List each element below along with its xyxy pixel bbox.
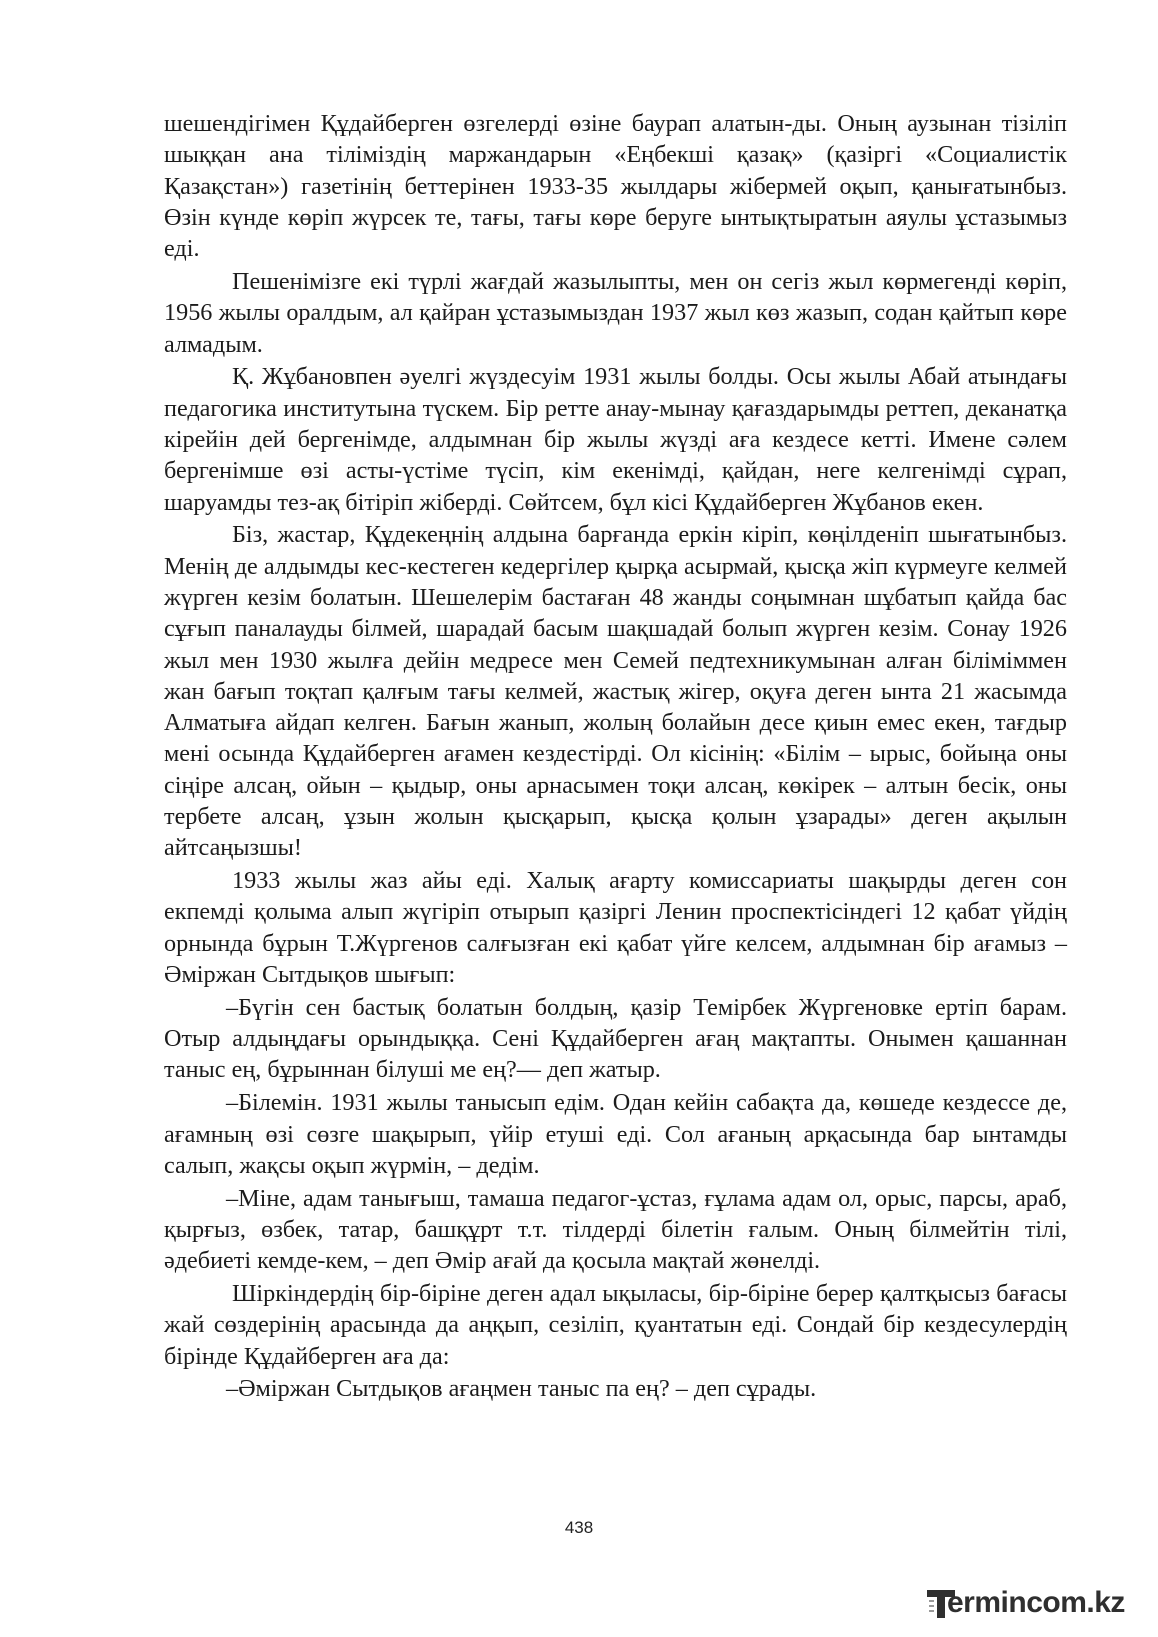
watermark-text: ermincom.kz: [947, 1586, 1125, 1619]
paragraph: Қ. Жұбановпен әуелгі жүздесуім 1931 жылы болды. Осы жылы Абай атындағы педагогика институтына түскем. Бір ретте анау-мынау қағаздарымды реттеп, деканатқа кірейін дей бергенімде, алдымнан бір жылы жүзді аға кездесе кетті. Имене сәлем бергенімше өзі асты-үстіме түсіп, кім екенімді, қайдан, неге келгенімді сұрап, шаруамды тез-ақ бітіріп жіберді. Сөйтсем, бұл кісі Құдайберген Жұбанов екен.: [164, 363, 1067, 516]
paragraph: Пешенімізге екі түрлі жағдай жазылыпты, мен он сегіз жыл көрмегенді көріп, 1956 жылы оралдым, ал қайран ұстазымыздан 1937 жыл көз жазып, содан қайтып көре алмадым.: [164, 267, 1067, 358]
paragraph: –Міне, адам танығыш, тамаша педагог-ұстаз, ғұлама адам ол, орыс, парсы, араб, қырғыз, өзбек, татар, башқұрт т.т. тілдерді білетін ғалым. Оның білмейтін тілі, әдебиеті кемде-кем, – деп Әмір ағай да қосыла мақтай жөнелді.: [164, 1184, 1067, 1275]
paragraph: –Бүгін сен бастық болатын болдың, қазір Темірбек Жүргеновке ертіп барам. Отыр алдыңдағы орындыққа. Сені Құдайберген ағаң мақтапты. Онымен қашаннан таныс ең, бұрыннан білуші ме ең?— деп жатыр.: [164, 993, 1067, 1084]
paragraph: Біз, жастар, Құдекеңнің алдына барғанда еркін кіріп, көңілденіп шығатынбыз. Менің де алдымды кес-кестеген кедергілер қырқа асырмай, қысқа жіп күрмеуге келмей жүрген кезім болатын. Шешелерім бастаған 48 жанды соңымнан шұбатып қайда бас сұғып паналауды білмей, шарадай басым шақшадай болып жүрген кезім. Сонау 1926 жыл мен 1930 жылға дейін медресе мен Семей педтехникумынан алған біліміммен жан бағып тоқтап қалғым тағы келмей, жастық жігер, оқуға деген ынта 21 жасымда Алматыға айдап келген. Бағын жанып, жолың болайын десе қиын емес екен, тағдыр мені осында Құдайберген ағамен кездестірді. Ол кісінің: «Білім – ырыс, бойыңа оны сіңіре алсаң, ойын – қыдыр, оны арнасымен тоқи алсаң, көкірек – алтын бесік, оны тербете алсаң, ұзын жолын қысқарып, қысқа қолын ұзарады» деген ақылын айтсаңызшы!: [164, 521, 1067, 862]
paragraph: –Білемін. 1931 жылы танысып едім. Одан кейін сабақта да, көшеде кездессе де, ағамның өзі сөзге шақырып, үйір етуші еді. Сол ағаның арқасында бар ынтамды салып, жақсы оқып жүрмін, – дедім.: [164, 1089, 1067, 1179]
paragraph: –Әміржан Сытдықов ағаңмен таныс па ең? – деп сұрады.: [226, 1375, 817, 1403]
paragraph: шешендігімен Құдайберген өзгелерді өзіне баурап алатын-ды. Оның аузынан тізіліп шыққан ана тіліміздің маржандарын «Еңбекші қазақ» (қазіргі «Социалистік Қазақстан») газетінің беттерінен 1933-35 жылдары жібермей оқып, қанығатынбыз. Өзін күнде көріп жүрсек те, тағы, тағы көре беруге ынтықтыратын аяулы ұстазымыз еді.: [164, 110, 1067, 263]
paragraph: Шіркіндердің бір-біріне деген адал ықыласы, бір-біріне берер қалтқысыз бағасы жай сөздерінің арасында да аңқып, сезіліп, қуантатын еді. Сондай бір кездесулердің бірінде Құдайберген аға да:: [164, 1279, 1067, 1370]
page-number: 438: [564, 1518, 594, 1537]
paragraph: 1933 жылы жаз айы еді. Халық ағарту комиссариаты шақырды деген сон екпемді қолыма алып жүгіріп отырып қазіргі Ленин проспектісіндегі 12 қабат үйдің орнында бұрын Т.Жүргенов салғызған екі қабат үйге келсем, алдымнан бір ағамыз – Әміржан Сытдықов шығып:: [164, 867, 1067, 989]
watermark-logo: [927, 1584, 1142, 1624]
document-body: [164, 108, 1067, 1406]
